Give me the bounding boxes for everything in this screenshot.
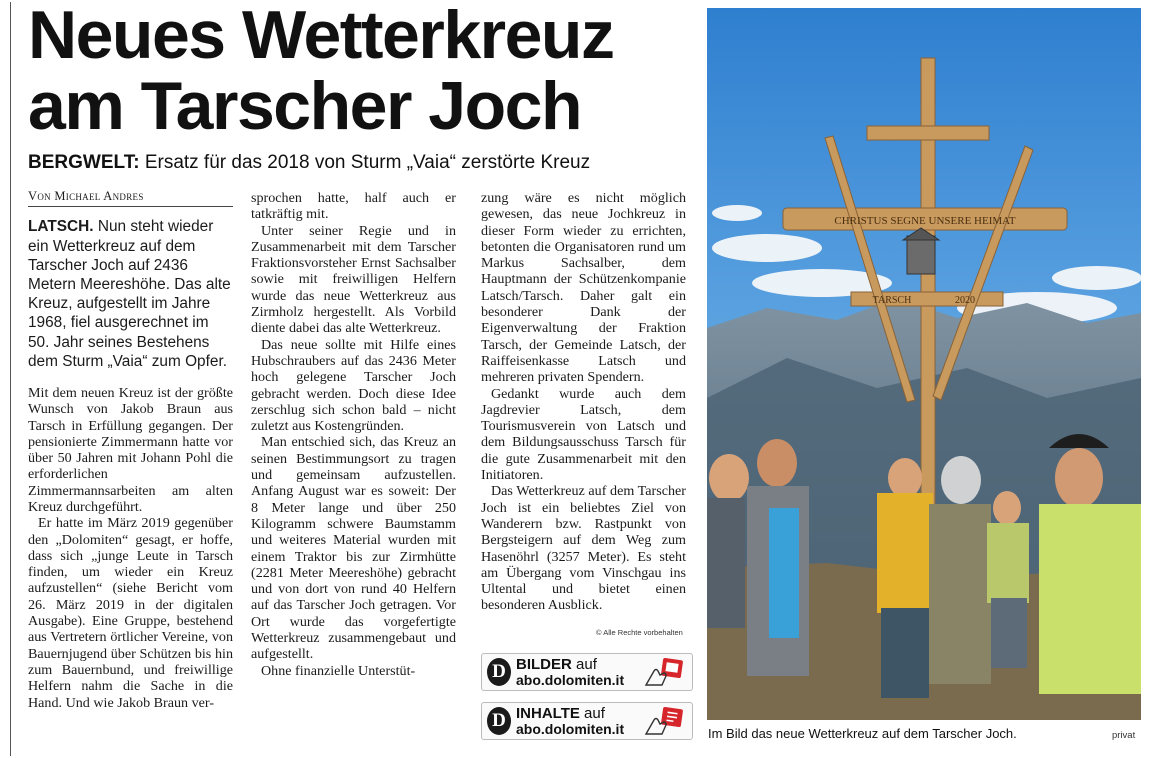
- body-paragraph: Er hatte im März 2019 gegenüber den „Dolomiten“ gesagt, er hoffe, dass sich „junge Leute in Tarsch finden, um wieder ein Kreuz aufzustellen“ (siehe Bericht vom 26. März 2019 in der digitalen Ausgabe). Eine Gruppe, bestehend aus Vertretern örtlicher Vereine, von Bauernjugend über Schützen bis hin zum Bauernbund, und freiwillige Helfern nahm die Sache in die Hand. Und wie Jakob Braun ver-: [28, 515, 233, 711]
- body-paragraph: Mit dem neuen Kreuz ist der größte Wunsch von Jakob Braun aus Tarsch in Erfüllung gegangen. Der pensionierte Zimmermann hatte vor über 50 Jahren mit Johann Pohl die erforderlichen Zimmermannsarbeiten am alten Kreuz durchgeführt.: [28, 384, 233, 515]
- cross-sign-right: 2020: [955, 295, 975, 306]
- copyright-notice: © Alle Rechte vorbehalten: [596, 628, 683, 637]
- headline: [28, 0, 688, 142]
- subheadline: [28, 152, 698, 174]
- promo-title: INHALTE auf: [516, 705, 605, 722]
- body-paragraph: Gedankt wurde auch dem Jagdrevier Latsch, dem Tourismusverein von Latsch und dem Bildungsausschuss Tarsch für die gute Zusammenarbeit mit den Initiatoren.: [481, 385, 686, 484]
- dateline: LATSCH.: [28, 218, 94, 236]
- subheadline-text: Ersatz für das 2018 von Sturm „Vaia“ zerstörte Kreuz: [144, 152, 591, 173]
- summit-cross-photo: [707, 8, 1141, 720]
- promo-url[interactable]: abo.dolomiten.it: [516, 721, 625, 737]
- article-photo: [707, 8, 1141, 720]
- headline-line-2: am Tarscher Joch: [28, 68, 582, 144]
- promo-inhalte-button[interactable]: [481, 702, 693, 740]
- content-tap-icon: [640, 706, 686, 736]
- body-paragraph: Das neue sollte mit Hilfe eines Hubschraubers auf das 2436 Meter hoch gelegene Tarscher Joch gebracht werden. Doch diese Idee zerschlug sich schon bald – nicht zuletzt aus Kostengründen.: [251, 336, 456, 435]
- lead-text: Nun steht wieder ein Wetterkreuz auf dem Tarscher Joch auf 2436 Metern Meereshöhe. Das alte Kreuz, aufgestellt im Jahre 1968, fiel ausgerechnet im 50. Jahr seines Bestehens dem Sturm „Vaia“ zum Opfer.: [28, 218, 231, 370]
- headline-line-1: Neues Wetterkreuz: [28, 0, 614, 73]
- promo-title: BILDER auf: [516, 656, 597, 673]
- dolomiten-logo-icon: D: [487, 707, 511, 735]
- body-paragraph: sprochen hatte, half auch er tatkräftig mit.: [251, 190, 456, 223]
- body-paragraph: Unter seiner Regie und in Zusammenarbeit mit dem Tarscher Fraktionsvorsteher Ernst Sachsalber sowie mit freiwilligen Helfern wurde das neue Wetterkreuz aus Zirmholz hergestellt. Als Vorbild diente dabei das alte Wetterkreuz.: [251, 222, 456, 337]
- body-paragraph: Ohne finanzielle Unterstüt-: [261, 662, 416, 679]
- article-column-2: [251, 190, 456, 679]
- lead-paragraph: [28, 217, 233, 371]
- body-paragraph: Man entschied sich, das Kreuz an seinen Bestimmungsort zu tragen und gemeinsam aufzustellen. Anfang August war es soweit: Der 8 Meter lange und über 250 Kilogramm schwere Baumstamm und weiteres Material wurden mit einem Traktor bis zur Zirmhütte (2281 Meter Meereshöhe) gebracht und von dort von rund 40 Helfern auf das Tarscher Joch getragen. Vor Ort wurde das vorgefertigte Wetterkreuz zusammengebaut und aufgestellt.: [251, 434, 456, 663]
- promo-bilder-button[interactable]: [481, 653, 693, 691]
- left-column-rule: [10, 2, 11, 756]
- cross-sign-left: TARSCH: [872, 295, 912, 306]
- dolomiten-logo-icon: D: [487, 658, 511, 686]
- body-paragraph: zung wäre es nicht möglich gewesen, das neue Jochkreuz in dieser Form wieder zu errichten, betonten die Organisatoren rund um Markus Sachsalber, dem Hauptmann der Schützenkompanie Latsch/Tarsch. Daher galt ein besonderer Dank der Eigenverwaltung der Fraktion Tarsch, der Gemeinde Latsch, der Raiffeisenkasse Latsch und mehreren privaten Spendern.: [481, 190, 686, 386]
- photo-caption: Im Bild das neue Wetterkreuz auf dem Tarscher Joch.: [708, 726, 1017, 741]
- promo-url[interactable]: abo.dolomiten.it: [516, 672, 625, 688]
- photo-tap-icon: [640, 657, 686, 687]
- photo-credit: privat: [1112, 730, 1136, 741]
- body-paragraph: Das Wetterkreuz auf dem Tarscher Joch ist ein beliebtes Ziel von Wanderern bzw. Rastpunkt von Bergsteigern auf dem Weg zum Hasenöhrl (3257 Meter). Es steht am Übergang vom Vinschgau ins Ultental und bietet einen besonderen Ausblick.: [481, 483, 686, 614]
- byline: Von Michael Andres: [28, 188, 233, 207]
- subheadline-kicker: BERGWELT:: [28, 152, 140, 173]
- article-column-3: [481, 190, 686, 614]
- article-column-1: [28, 190, 233, 711]
- cross-inscription: CHRISTUS SEGNE UNSERE HEIMAT: [834, 215, 1016, 227]
